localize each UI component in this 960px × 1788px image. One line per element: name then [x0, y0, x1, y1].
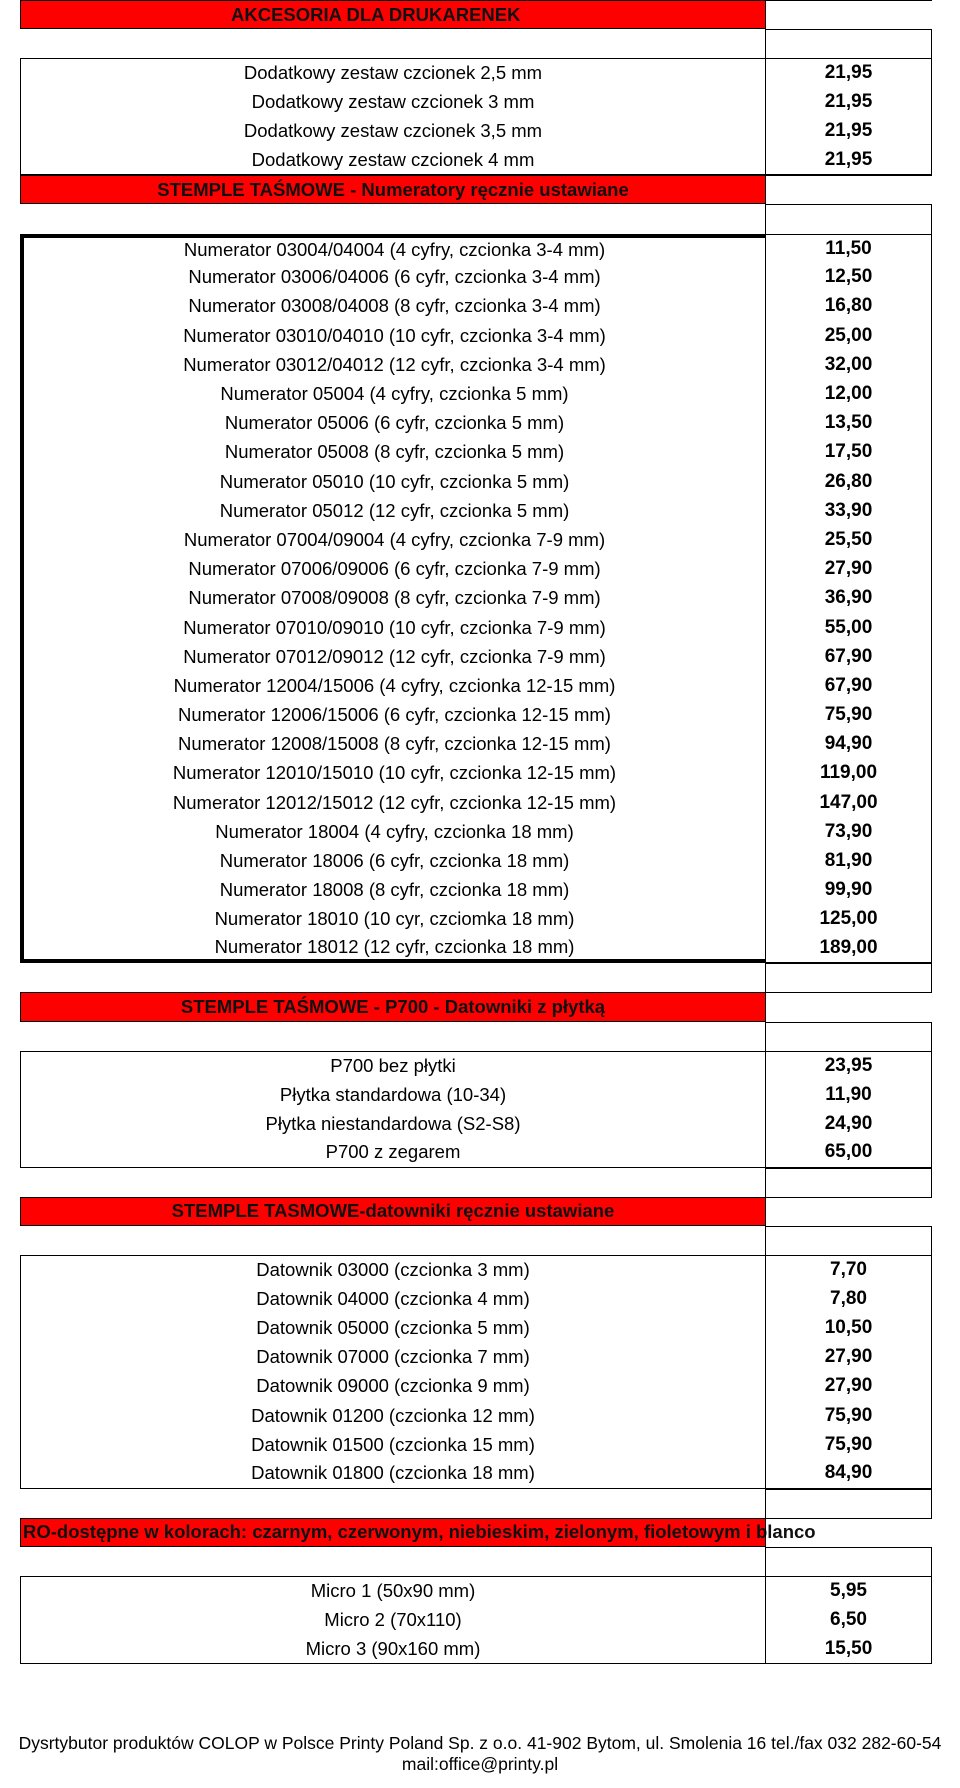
table-row	[20, 467, 932, 496]
item-name: Numerator 18012 (12 cyfr, czcionka 18 mm)	[20, 934, 765, 963]
spacer-row	[20, 1547, 932, 1576]
item-price: 21,95	[765, 88, 932, 117]
item-name: Numerator 12012/15012 (12 cyfr, czcionka 12-15 mm)	[20, 788, 765, 817]
item-price: 55,00	[765, 613, 932, 642]
table-row	[20, 671, 932, 700]
item-price: 21,95	[765, 117, 932, 146]
item-price: 81,90	[765, 846, 932, 875]
table-row	[20, 1284, 932, 1313]
item-price: 25,00	[765, 321, 932, 350]
table-row	[20, 1138, 932, 1167]
item-name: Dodatkowy zestaw czcionek 4 mm	[20, 146, 765, 175]
spacer-row	[20, 1489, 932, 1518]
item-price: 6,50	[765, 1605, 932, 1634]
table-row	[20, 292, 932, 321]
item-price: 75,90	[765, 1401, 932, 1430]
table-row	[20, 496, 932, 525]
spacer-row	[20, 1022, 932, 1051]
table-row	[20, 642, 932, 671]
section-title-text: RO-dostępne w kolorach: czarnym, czerwonym, niebieskim, zielonym, fioletowym i blanco	[23, 1521, 816, 1543]
table-row	[20, 730, 932, 759]
item-price: 21,95	[765, 146, 932, 175]
item-name: Datownik 01200 (czcionka 12 mm)	[20, 1401, 765, 1430]
item-name: Numerator 07010/09010 (10 cyfr, czcionka 7-9 mm)	[20, 613, 765, 642]
item-name: Numerator 07008/09008 (8 cyfr, czcionka 7-9 mm)	[20, 584, 765, 613]
item-name: Datownik 01800 (czcionka 18 mm)	[20, 1459, 765, 1488]
item-name: Numerator 03012/04012 (12 cyfr, czcionka 3-4 mm)	[20, 350, 765, 379]
item-name: Numerator 12006/15006 (6 cyfr, czcionka 12-15 mm)	[20, 701, 765, 730]
item-price: 25,50	[765, 525, 932, 554]
table-row	[20, 876, 932, 905]
item-name: Numerator 12010/15010 (10 cyfr, czcionka 12-15 mm)	[20, 759, 765, 788]
table-row	[20, 321, 932, 350]
section-header-numerators	[20, 175, 932, 204]
item-name: Płytka niestandardowa (S2-S8)	[20, 1109, 765, 1138]
table-row	[20, 438, 932, 467]
table-row	[20, 117, 932, 146]
section-title: STEMPLE TAŚMOWE - Numeratory ręcznie ustawiane	[20, 175, 765, 204]
item-price: 17,50	[765, 438, 932, 467]
item-name: Numerator 12004/15006 (4 cyfry, czcionka 12-15 mm)	[20, 671, 765, 700]
item-price: 27,90	[765, 555, 932, 584]
table-row	[20, 846, 932, 875]
header-price-cell	[765, 1518, 932, 1547]
item-price: 7,70	[765, 1255, 932, 1284]
item-price: 119,00	[765, 759, 932, 788]
item-name: Numerator 07004/09004 (4 cyfry, czcionka 7-9 mm)	[20, 525, 765, 554]
table-row	[20, 1255, 932, 1284]
item-name: Płytka standardowa (10-34)	[20, 1080, 765, 1109]
item-price: 15,50	[765, 1635, 932, 1664]
item-price: 13,50	[765, 409, 932, 438]
price-list-sheet	[20, 0, 932, 1664]
item-price: 23,95	[765, 1051, 932, 1080]
item-price: 11,50	[765, 234, 932, 263]
spacer-row	[20, 1168, 932, 1197]
item-name: Datownik 05000 (czcionka 5 mm)	[20, 1313, 765, 1342]
item-price: 32,00	[765, 350, 932, 379]
section-title: AKCESORIA DLA DRUKARENEK	[20, 0, 765, 29]
item-name: Numerator 03006/04006 (6 cyfr, czcionka 3-4 mm)	[20, 263, 765, 292]
footer-email: mail:office@printy.pl	[401, 1754, 559, 1774]
item-name: Datownik 04000 (czcionka 4 mm)	[20, 1284, 765, 1313]
item-price: 7,80	[765, 1284, 932, 1313]
item-price: 27,90	[765, 1343, 932, 1372]
table-row	[20, 555, 932, 584]
item-price: 12,50	[765, 263, 932, 292]
item-name: Numerator 05006 (6 cyfr, czcionka 5 mm)	[20, 409, 765, 438]
table-row	[20, 788, 932, 817]
table-row	[20, 1080, 932, 1109]
header-price-cell	[765, 1197, 932, 1226]
table-row	[20, 1430, 932, 1459]
item-name: Datownik 09000 (czcionka 9 mm)	[20, 1372, 765, 1401]
table-row	[20, 1605, 932, 1634]
item-name: Numerator 03004/04004 (4 cyfry, czcionka 3-4 mm)	[20, 234, 765, 263]
item-name: Dodatkowy zestaw czcionek 2,5 mm	[20, 58, 765, 87]
item-price: 84,90	[765, 1459, 932, 1488]
item-price: 75,90	[765, 701, 932, 730]
item-price: 11,90	[765, 1080, 932, 1109]
item-price: 36,90	[765, 584, 932, 613]
item-price: 75,90	[765, 1430, 932, 1459]
table-row	[20, 379, 932, 408]
spacer-row	[20, 29, 932, 58]
item-price: 21,95	[765, 58, 932, 87]
item-name: P700 bez płytki	[20, 1051, 765, 1080]
section-title: STEMPLE TASMOWE-datowniki ręcznie ustawiane	[20, 1197, 765, 1226]
table-row	[20, 1313, 932, 1342]
footer-distributor-line: Dysrtybutor produktów COLOP w Polsce Printy Poland Sp. z o.o. 41-902 Bytom, ul. Smolenia 16 tel./fax 032 282-60-54	[18, 1733, 942, 1753]
item-price: 99,90	[765, 876, 932, 905]
item-price: 10,50	[765, 1313, 932, 1342]
table-row	[20, 88, 932, 117]
table-row	[20, 701, 932, 730]
table-row	[20, 234, 932, 263]
item-price: 65,00	[765, 1138, 932, 1167]
table-row	[20, 1109, 932, 1138]
table-row	[20, 1459, 932, 1488]
spacer-row	[20, 963, 932, 992]
item-price: 26,80	[765, 467, 932, 496]
item-name: Numerator 07006/09006 (6 cyfr, czcionka 7-9 mm)	[20, 555, 765, 584]
section-title	[20, 1518, 816, 1547]
table-row	[20, 146, 932, 175]
spacer-row	[20, 1226, 932, 1255]
item-price: 67,90	[765, 671, 932, 700]
section-header-micro	[20, 1518, 932, 1547]
item-price: 16,80	[765, 292, 932, 321]
item-name: Datownik 03000 (czcionka 3 mm)	[20, 1255, 765, 1284]
item-price: 67,90	[765, 642, 932, 671]
table-row	[20, 58, 932, 87]
item-price: 27,90	[765, 1372, 932, 1401]
table-row	[20, 263, 932, 292]
item-name: Numerator 18010 (10 cyr, czciomka 18 mm)	[20, 905, 765, 934]
item-name: Datownik 01500 (czcionka 15 mm)	[20, 1430, 765, 1459]
item-name: P700 z zegarem	[20, 1138, 765, 1167]
section-header-datowniki	[20, 1197, 932, 1226]
footer	[0, 1733, 960, 1775]
table-row	[20, 350, 932, 379]
item-name: Numerator 18006 (6 cyfr, czcionka 18 mm)	[20, 846, 765, 875]
item-price: 125,00	[765, 905, 932, 934]
item-name: Numerator 07012/09012 (12 cyfr, czcionka 7-9 mm)	[20, 642, 765, 671]
item-price: 12,00	[765, 379, 932, 408]
item-price: 94,90	[765, 730, 932, 759]
item-name: Numerator 18008 (8 cyfr, czcionka 18 mm)	[20, 876, 765, 905]
item-name: Datownik 07000 (czcionka 7 mm)	[20, 1343, 765, 1372]
header-price-cell	[765, 0, 932, 29]
table-row	[20, 817, 932, 846]
item-price: 147,00	[765, 788, 932, 817]
item-name: Dodatkowy zestaw czcionek 3,5 mm	[20, 117, 765, 146]
item-name: Dodatkowy zestaw czcionek 3 mm	[20, 88, 765, 117]
item-price: 24,90	[765, 1109, 932, 1138]
item-name: Numerator 05012 (12 cyfr, czcionka 5 mm)	[20, 496, 765, 525]
header-price-cell	[765, 992, 932, 1021]
table-row	[20, 759, 932, 788]
item-name: Numerator 12008/15008 (8 cyfr, czcionka 12-15 mm)	[20, 730, 765, 759]
table-row	[20, 409, 932, 438]
item-name: Micro 1 (50x90 mm)	[20, 1576, 765, 1605]
item-name: Numerator 03010/04010 (10 cyfr, czcionka 3-4 mm)	[20, 321, 765, 350]
item-price: 5,95	[765, 1576, 932, 1605]
table-row	[20, 1372, 932, 1401]
table-row	[20, 1635, 932, 1664]
table-row	[20, 1343, 932, 1372]
table-row	[20, 525, 932, 554]
item-name: Micro 3 (90x160 mm)	[20, 1635, 765, 1664]
table-row	[20, 613, 932, 642]
item-name: Micro 2 (70x110)	[20, 1605, 765, 1634]
section-title: STEMPLE TAŚMOWE - P700 - Datowniki z płytką	[20, 992, 765, 1021]
table-row	[20, 1051, 932, 1080]
item-name: Numerator 03008/04008 (8 cyfr, czcionka 3-4 mm)	[20, 292, 765, 321]
table-row	[20, 584, 932, 613]
header-price-cell	[765, 175, 932, 204]
item-price: 73,90	[765, 817, 932, 846]
table-row	[20, 1401, 932, 1430]
item-price: 189,00	[765, 934, 932, 963]
table-row	[20, 934, 932, 963]
section-header-accessories	[20, 0, 932, 29]
item-price: 33,90	[765, 496, 932, 525]
section-header-p700	[20, 992, 932, 1021]
item-name: Numerator 05004 (4 cyfry, czcionka 5 mm)	[20, 379, 765, 408]
item-name: Numerator 05008 (8 cyfr, czcionka 5 mm)	[20, 438, 765, 467]
table-row	[20, 905, 932, 934]
item-name: Numerator 05010 (10 cyfr, czcionka 5 mm)	[20, 467, 765, 496]
item-name: Numerator 18004 (4 cyfry, czcionka 18 mm)	[20, 817, 765, 846]
table-row	[20, 1576, 932, 1605]
spacer-row	[20, 204, 932, 233]
